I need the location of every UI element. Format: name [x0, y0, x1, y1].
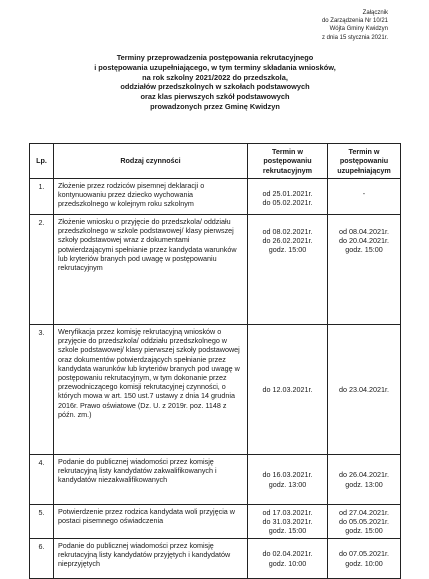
date-line: godz. 13:00: [268, 479, 307, 489]
date-line: godz. 15:00: [268, 526, 307, 536]
date-line: godz. 15:00: [268, 245, 307, 255]
row-recruitment-date: [248, 455, 328, 505]
row-activity: Weryfikacja przez komisję rekrutacyjną wniosków o przyjęcie do przedszkola/ oddziału przedszkolnego w szkole podstawowej/ klasy pierwszej szkoły podstawowej oraz dokumentów potwierdzających spełnianie przez kandydata warunków lub kryteriów branych pod uwagę w postępowaniu rekrutacyjnym, w tym dokonanie przez przewodniczącego komisji rekrutacyjnej czynności, o których mowa w art. 150 ust.7 ustawy z dnia 14 grudnia 2016r. Prawo oświatowe (Dz. U. z 2019r. poz. 1148 z późn. zm.): [54, 325, 248, 455]
document-title: [70, 53, 360, 112]
date-line: do 26.02.2021r.: [262, 236, 313, 246]
row-activity: Potwierdzenie przez rodzica kandydata woli przyjęcia w postaci pisemnego oświadczenia: [54, 505, 248, 539]
date-line: od 08.04.2021r.: [339, 227, 389, 236]
table-row: [30, 539, 401, 579]
date-line: do 07.05.2021r.: [339, 549, 389, 559]
row-number: 1.: [30, 179, 54, 215]
row-activity: Podanie do publicznej wiadomości przez komisję rekrutacyjną listy kandydatów przyjętych i kandydatów nieprzyjętych: [54, 539, 248, 579]
row-number: 6.: [30, 539, 54, 579]
attachment-line: Załącznik: [362, 10, 388, 16]
header-activity: Rodzaj czynności: [54, 144, 248, 179]
title-line: oraz klas pierwszych szkół podstawowych: [140, 92, 290, 102]
attachment-line: z dnia 15 stycznia 2021r.: [321, 34, 388, 41]
header-recruitment: Termin w postępowaniu rekrutacyjnym: [248, 144, 328, 179]
table-row: [30, 325, 401, 455]
attachment-line: Wójta Gminy Kwidzyn: [329, 26, 388, 33]
row-supplementary-date: [328, 539, 401, 579]
row-activity: Podanie do publicznej wiadomości przez komisję rekrutacyjną listy kandydatów zakwalifikowanych i kandydatów niezakwalifikowanych: [54, 455, 248, 505]
date-line: do 05.02.2021r.: [262, 198, 313, 208]
header-supplementary: Termin w postępowaniu uzupełniającym: [328, 144, 401, 179]
title-line: Terminy przeprowadzenia postępowania rekrutacyjnego: [116, 53, 314, 62]
date-line: godz. 15:00: [345, 526, 383, 536]
table-row: [30, 455, 401, 505]
title-line: na rok szkolny 2021/2022 do przedszkola,: [142, 72, 288, 82]
date-line: do 20.04.2021r.: [339, 236, 389, 246]
row-recruitment-date: [248, 215, 328, 325]
date-line: do 26.04.2021r.: [339, 470, 389, 480]
date-line: do 12.03.2021r.: [262, 384, 313, 394]
date-line: do 16.03.2021r.: [262, 470, 313, 480]
table-row: [30, 505, 401, 539]
date-line: godz. 10:00: [268, 558, 307, 568]
date-line: od 27.04.2021r.: [339, 507, 389, 517]
row-supplementary-date: [328, 215, 401, 325]
table-row: [30, 179, 401, 215]
row-number: 2.: [30, 215, 54, 325]
row-number: 5.: [30, 505, 54, 539]
date-line: od 17.03.2021r.: [262, 507, 313, 517]
date-line: od 25.01.2021r.: [262, 189, 313, 198]
row-recruitment-date: [248, 179, 328, 215]
schedule-table: [29, 143, 401, 579]
date-line: do 02.04.2021r.: [262, 549, 313, 559]
row-number: 3.: [30, 325, 54, 455]
row-supplementary-date: [328, 179, 401, 215]
date-line: -: [362, 189, 366, 198]
date-line: godz. 15:00: [345, 245, 383, 255]
row-activity: Złożenie wniosku o przyjęcie do przedszkola/ oddziału przedszkolnego w szkole podstawowej/ klasy pierwszej szkoły podstawowej wraz z dokumentami potwierdzającymi spełnianie przez kandydata warunków lub kryteriów branych pod uwagę w postępowaniu rekrutacyjnym: [54, 215, 248, 325]
table-header-row: [30, 144, 401, 179]
attachment-note: [322, 9, 388, 42]
date-line: do 23.04.2021r.: [339, 384, 389, 394]
date-line: do 31.03.2021r.: [262, 516, 313, 526]
title-line: oddziałów przedszkolnych w szkołach podstawowych: [120, 82, 310, 92]
title-line: prowadzonych przez Gminę Kwidzyn: [150, 101, 280, 111]
row-number: 4.: [30, 455, 54, 505]
date-line: godz. 13:00: [345, 479, 383, 489]
attachment-line: do Zarządzenia Nr 10/21: [321, 18, 388, 25]
header-lp: Lp.: [30, 144, 54, 179]
row-activity: Złożenie przez rodziców pisemnej deklaracji o kontynuowaniu przez dziecko wychowania przedszkolnego w kolejnym roku szkolnym: [54, 179, 248, 215]
row-supplementary-date: [328, 455, 401, 505]
date-line: do 05.05.2021r.: [339, 516, 389, 526]
row-recruitment-date: [248, 325, 328, 455]
row-recruitment-date: [248, 539, 328, 579]
title-line: i postępowania uzupełniającego, w tym terminy składania wniosków,: [94, 62, 336, 72]
row-supplementary-date: [328, 505, 401, 539]
date-line: od 08.02.2021r.: [262, 227, 313, 236]
row-recruitment-date: [248, 505, 328, 539]
date-line: godz. 10:00: [345, 558, 383, 568]
table-row: [30, 215, 401, 325]
row-supplementary-date: [328, 325, 401, 455]
